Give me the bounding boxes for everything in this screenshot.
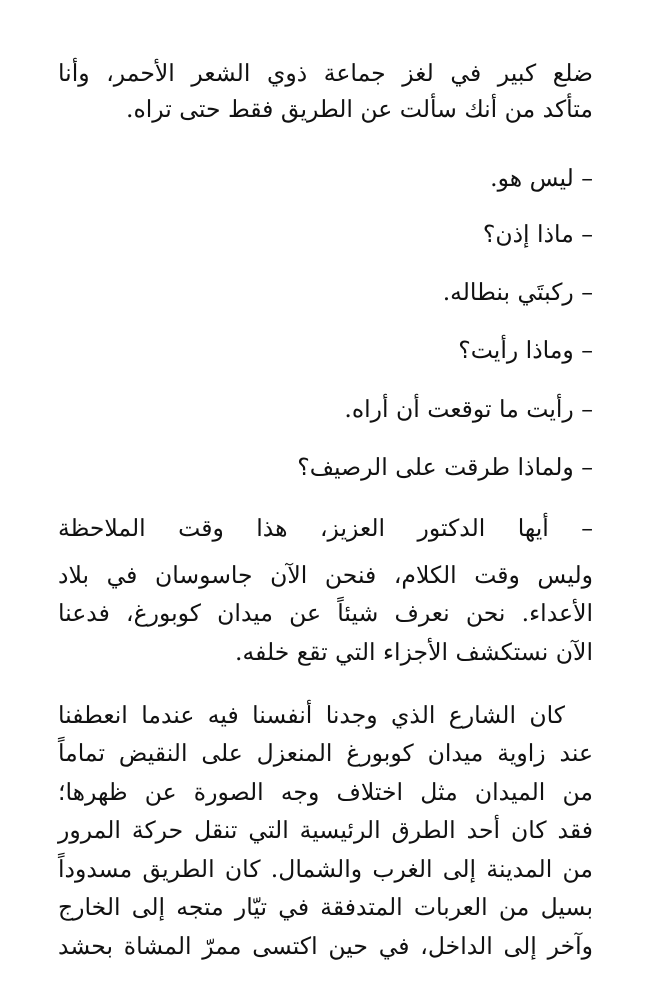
text-line: كان الشارع الذي وجدنا أنفسنا فيه عندما انعطفنا xyxy=(58,701,565,729)
dialogue-line: – وماذا رأيت؟ xyxy=(458,336,593,364)
dialogue-line: – ماذا إذن؟ xyxy=(482,220,593,248)
text-line: وآخر إلى الداخل، في حين اكتسى ممرّ المشاة بحشد xyxy=(58,932,593,960)
text-line: الأعداء. نحن نعرف شيئاً عن ميدان كوبورغ، فدعنا xyxy=(58,599,593,627)
dialogue-line: – رأيت ما توقعت أن أراه. xyxy=(344,395,593,423)
dialogue-line: – ركبتَي بنطاله. xyxy=(442,278,593,306)
dialogue-line: – ولماذا طرقت على الرصيف؟ xyxy=(297,453,593,481)
text-line: – أيها الدكتور العزيز، هذا وقت الملاحظة xyxy=(58,514,593,542)
text-line: متأكد من أنك سألت عن الطريق فقط حتى تراه. xyxy=(126,95,593,123)
text-line: ضلع كبير في لغز جماعة ذوي الشعر الأحمر، وأنا xyxy=(58,59,593,87)
text-line: فقد كان أحد الطرق الرئيسية التي تنقل حركة المرور xyxy=(58,816,593,844)
text-line: عند زاوية ميدان كوبورغ المنعزل على النقيض تماماً xyxy=(58,739,593,767)
text-line: الآن نستكشف الأجزاء التي تقع خلفه. xyxy=(235,638,593,666)
text-line: وليس وقت الكلام، فنحن الآن جاسوسان في بلاد xyxy=(58,561,593,589)
text-line: من المدينة إلى الغرب والشمال. كان الطريق مسدوداً xyxy=(58,855,593,883)
dialogue-line: – ليس هو. xyxy=(490,164,593,192)
text-line: من الميدان مثل اختلاف وجه الصورة عن ظهرها؛ xyxy=(58,778,593,806)
text-line: بسيل من العربات المتدفقة في تيّار متجه إلى الخارج xyxy=(58,893,593,921)
